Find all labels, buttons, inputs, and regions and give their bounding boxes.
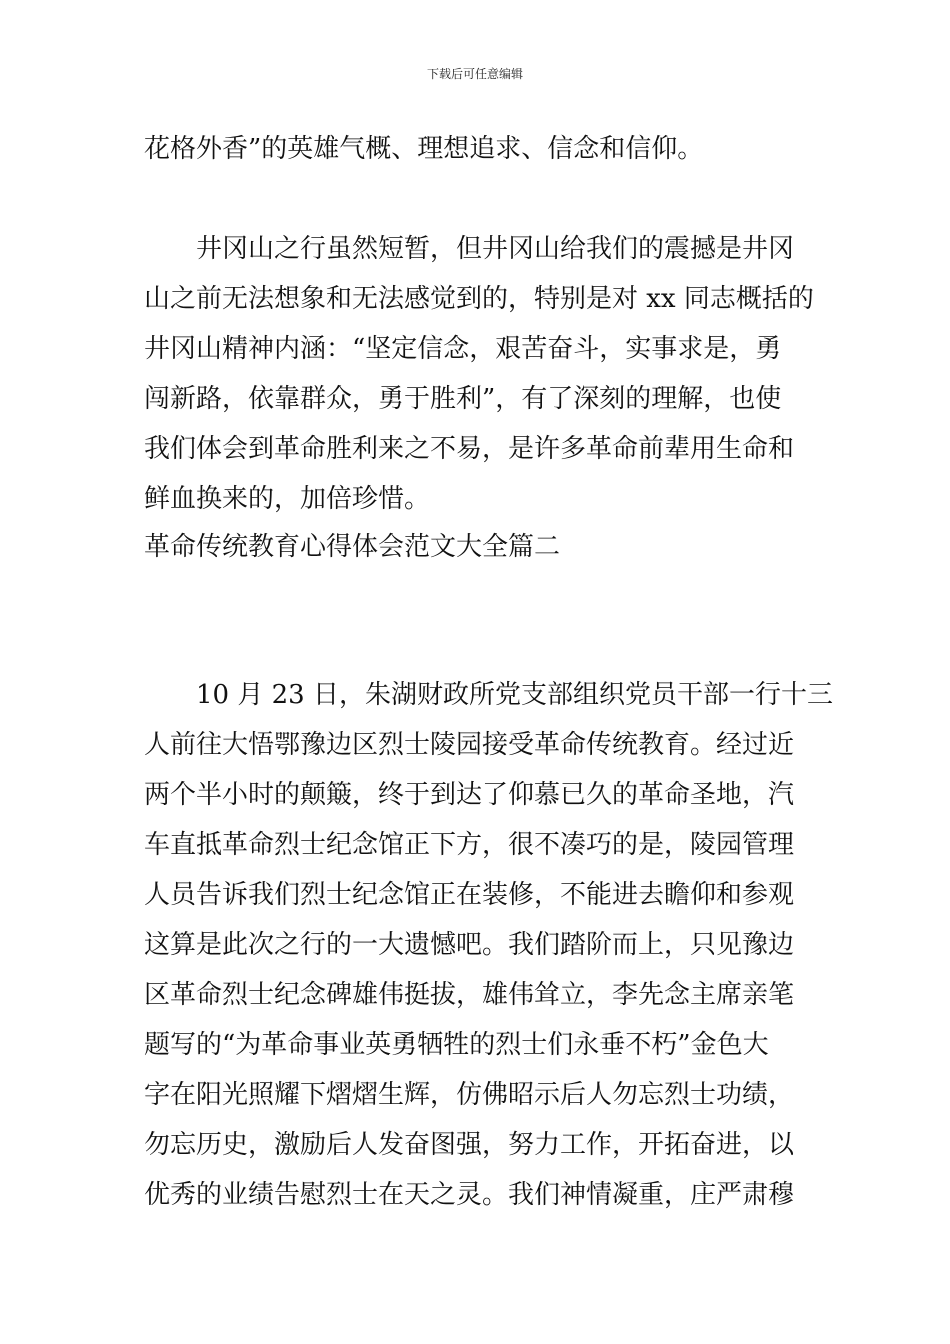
paragraph-line: 字在阳光照耀下熠熠生辉，仿佛昭示后人勿忘烈士功绩， [144, 1080, 795, 1110]
paragraph-line: 人前往大悟鄂豫边区烈士陵园接受革命传统教育。经过近 [144, 730, 795, 760]
paragraph-line: 勿忘历史，激励后人发奋图强，努力工作，开拓奋进，以 [144, 1130, 795, 1160]
paragraph-line: 鲜血换来的，加倍珍惜。 [144, 484, 431, 514]
paragraph-line: 我们体会到革命胜利来之不易，是许多革命前辈用生命和 [144, 434, 795, 464]
paragraph-line: 花格外香”的英雄气概、理想追求、信念和信仰。 [144, 134, 704, 164]
paragraph-line: 两个半小时的颠簸，终于到达了仰慕已久的革命圣地，汽 [144, 780, 795, 810]
paragraph-line: 人员告诉我们烈士纪念馆正在装修，不能进去瞻仰和参观 [144, 880, 795, 910]
paragraph-line: 优秀的业绩告慰烈士在天之灵。我们神情凝重，庄严肃穆 [144, 1180, 795, 1210]
paragraph-line: 闯新路，依靠群众，勇于胜利”，有了深刻的理解，也使 [144, 384, 782, 414]
paragraph-line: 题写的“为革命事业英勇牺牲的烈士们永垂不朽”金色大 [144, 1030, 769, 1060]
paragraph-line: 车直抵革命烈士纪念馆正下方，很不凑巧的是，陵园管理 [144, 830, 795, 860]
paragraph-line: 这算是此次之行的一大遗憾吧。我们踏阶而上，只见豫边 [144, 930, 795, 960]
paragraph-line: 井冈山精神内涵：“坚定信念，艰苦奋斗，实事求是，勇 [144, 334, 782, 364]
paragraph-line: 区革命烈士纪念碑雄伟挺拔，雄伟耸立，李先念主席亲笔 [144, 980, 795, 1010]
page-header: 下载后可任意编辑 [426, 67, 523, 81]
paragraph-line: 井冈山之行虽然短暂，但井冈山给我们的震撼是井冈 [196, 234, 795, 264]
paragraph-line: 山之前无法想象和无法感觉到的，特别是对 xx 同志概括的 [144, 284, 814, 314]
paragraph-line: 10 月 23 日，朱湖财政所党支部组织党员干部一行十三 [196, 680, 833, 710]
section-heading: 革命传统教育心得体会范文大全篇二 [144, 532, 561, 562]
